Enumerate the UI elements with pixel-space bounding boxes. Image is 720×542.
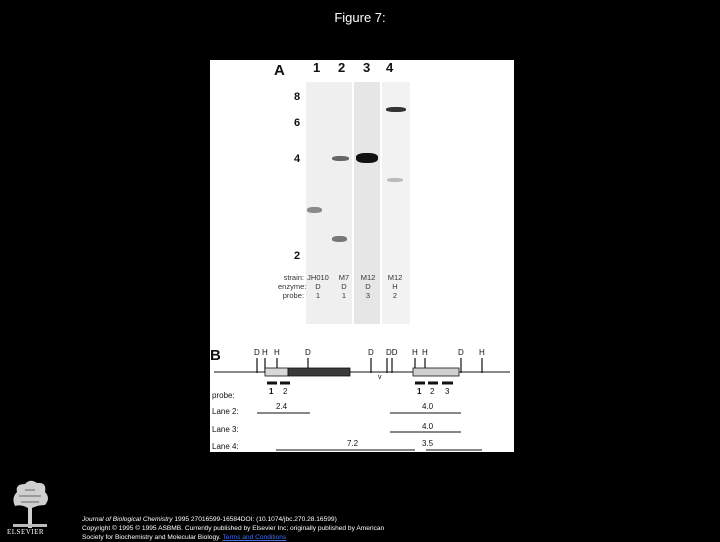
site-left-h1: H	[262, 348, 268, 357]
size-marker-8: 8	[294, 91, 301, 103]
lane-4-label: Lane 4:	[212, 442, 239, 451]
gene-box-left-dark	[288, 368, 350, 376]
site-right-dd: DD	[386, 348, 398, 357]
lane-3-label: Lane 3:	[212, 425, 239, 434]
gene-box-right	[413, 368, 459, 376]
band-lane-2-lower	[332, 236, 347, 242]
journal-name: Journal of Biological Chemistry	[82, 516, 173, 523]
probe-right-1: 1	[417, 387, 422, 396]
lane-number-3: 3	[363, 60, 371, 75]
lane-2-left-size: 2.4	[276, 402, 288, 411]
slide-title: Figure 7:	[334, 10, 386, 25]
figure-image	[210, 60, 514, 452]
probe-right-3: 3	[445, 387, 450, 396]
lane-4-enzyme: H	[392, 282, 398, 291]
size-marker-4: 4	[294, 153, 301, 165]
row-label-enzyme: enzyme:	[278, 282, 307, 291]
society-text: Society for Biochemistry and Molecular Biology.	[82, 534, 223, 541]
band-lane-1	[307, 207, 322, 213]
site-right-h1: H	[412, 348, 418, 357]
lane-4-right-size: 3.5	[422, 439, 434, 448]
lane-3-info	[357, 273, 379, 300]
panel-a-label: A	[274, 62, 285, 79]
lane-3-enzyme: D	[365, 282, 371, 291]
lane-4-probe: 2	[392, 291, 398, 300]
citation-footer	[82, 515, 712, 542]
lane-4-strain: M12	[387, 273, 403, 282]
elsevier-tree-logo	[7, 478, 53, 530]
copyright-text: Copyright © 1995 © 1995 ASBMB. Currently published by Elsevier Inc; originally published by American	[82, 525, 385, 532]
lane-4-info	[383, 273, 407, 300]
band-lane-4-lower	[387, 178, 403, 182]
lane-1-probe: 1	[315, 291, 321, 300]
lane-1-strain: JH010	[307, 273, 329, 282]
panel-b-label: B	[210, 347, 221, 364]
terms-link[interactable]: Terms and Conditions	[222, 534, 287, 541]
lane-2-right-size: 4.0	[422, 402, 434, 411]
insertion-mark: v	[378, 374, 382, 381]
lane-number-2: 2	[338, 60, 346, 75]
band-lane-2-upper	[332, 156, 349, 161]
row-label-strain: strain:	[283, 273, 304, 282]
lane-number-1: 1	[313, 60, 321, 75]
site-right-d1: D	[368, 348, 374, 357]
gel-row-labels	[278, 273, 307, 300]
site-left-d2: D	[305, 348, 311, 357]
lane-2-strain: M7	[338, 273, 350, 282]
site-left-h2: H	[274, 348, 280, 357]
probe-right-2: 2	[430, 387, 435, 396]
lane-number-4: 4	[386, 60, 394, 75]
lane-2-enzyme: D	[341, 282, 347, 291]
lane-1-enzyme: D	[315, 282, 321, 291]
lane-1-info	[306, 273, 330, 300]
probe-left-2: 2	[283, 387, 288, 396]
lane-2-info	[334, 273, 354, 300]
probe-row-label: probe:	[212, 391, 235, 400]
lane-3-right-size: 4.0	[422, 422, 434, 431]
gene-box-left-light	[265, 368, 288, 376]
row-label-probe: probe:	[282, 291, 304, 300]
citation-text: 1995 27016599-16584DOI: (10.1074/jbc.270.28.16599)	[172, 516, 337, 523]
lane-3-probe: 3	[365, 291, 371, 300]
band-lane-4-upper	[386, 107, 406, 112]
site-left-d: D	[254, 348, 260, 357]
band-lane-3	[356, 153, 378, 163]
restriction-map	[210, 342, 514, 452]
elsevier-wordmark: ELSEVIER	[7, 528, 45, 536]
site-right-d2: D	[458, 348, 464, 357]
size-marker-6: 6	[294, 117, 301, 129]
lane-2-probe: 1	[341, 291, 347, 300]
site-right-h3: H	[479, 348, 485, 357]
size-marker-2: 2	[294, 250, 301, 262]
probe-left-1: 1	[269, 387, 274, 396]
lane-4-mid-size: 7.2	[347, 439, 359, 448]
site-right-h2: H	[422, 348, 428, 357]
lane-3-strain: M12	[360, 273, 376, 282]
lane-2-label: Lane 2:	[212, 407, 239, 416]
